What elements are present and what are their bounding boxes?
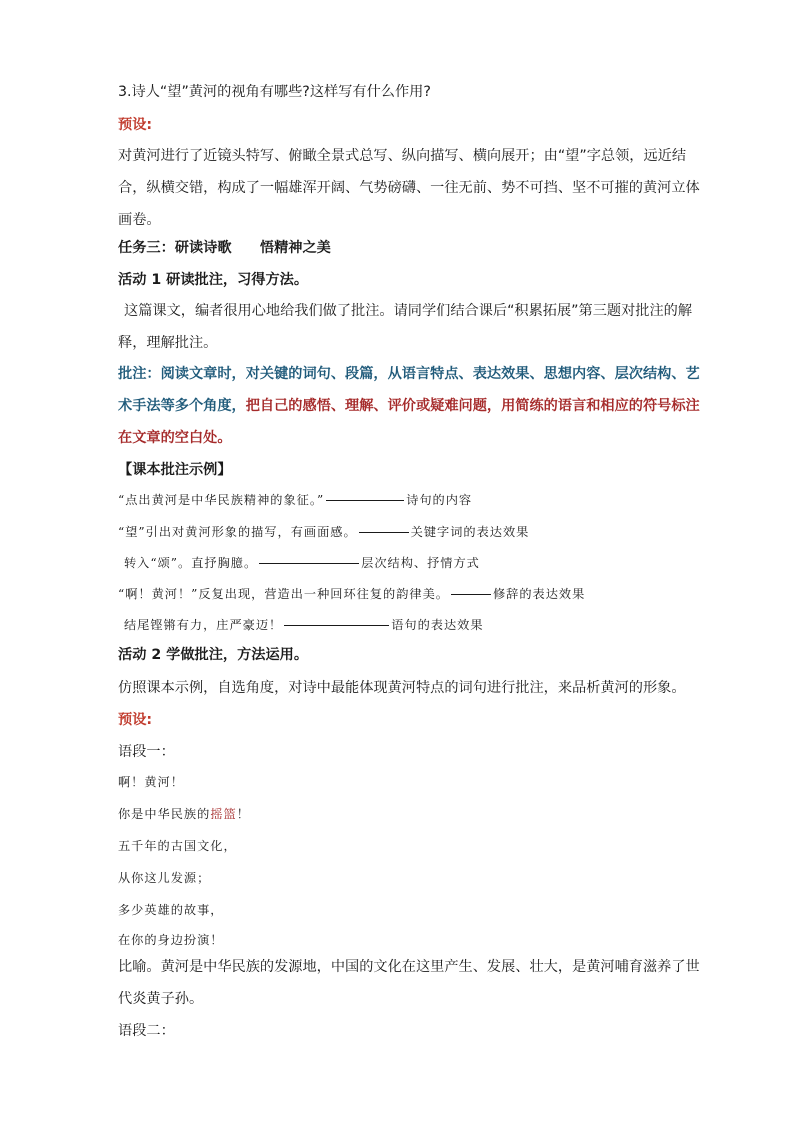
example-row (124, 615, 484, 635)
definition-part-1: 批注：阅读文章时，对关键的词句、段篇，从语言特点、表达效果、思想内容、层次结构、艺术手法等多个角度， (118, 366, 700, 414)
example-text: “望”引出对黄河形象的描写，有画面感。 (118, 525, 357, 539)
instruction-2: 仿照课本示例，自选角度，对诗中最能体现黄河特点的词句进行批注，来品析黄河的形象。 (118, 680, 686, 696)
segment-2-label: 语段二： (118, 1023, 175, 1039)
example-row (118, 490, 472, 510)
example-row (118, 584, 585, 604)
intro-paragraph: 这篇课文，编者很用心地给我们做了批注。请同学们结合课后“积累拓展”第三题对批注的解释，理解批注。 (118, 303, 693, 351)
example-label: 修辞的表达效果 (492, 587, 586, 601)
poem-line: 从你这儿发源； (118, 871, 211, 885)
examples-title: 【课本批注示例】 (118, 462, 232, 478)
example-text: 结尾铿锵有力，庄严豪迈！ (124, 618, 283, 632)
example-text: “啊！黄河！”反复出现，营造出一种回环往复的韵律美。 (118, 587, 449, 601)
example-connector (451, 594, 491, 595)
annotation-definition (118, 358, 703, 454)
example-connector (359, 532, 409, 533)
example-label: 关键字词的表达效果 (410, 525, 530, 539)
definition-part-2: 把自己的感悟、理解、评价或疑难问题，用简练的语言和相应的符号标注在文章的空白处。 (118, 398, 700, 446)
example-label: 层次结构、抒情方式 (361, 556, 480, 570)
activity-1-heading: 活动 1 研读批注，习得方法。 (118, 272, 309, 288)
answer-3: 对黄河进行了近镜头特写、俯瞰全景式总写、纵向描写、横向展开；由“望”字总领，远近结合，纵横交错，构成了一幅雄浑开阔、气势磅礴、一往无前、势不可挡、坚不可摧的黄河立体画卷。 (118, 148, 700, 228)
poem-line: 在你的身边扮演！ (118, 933, 224, 947)
example-text: “点出黄河是中华民族精神的象征。” (118, 493, 325, 507)
poem-highlight: 摇篮 (210, 807, 237, 821)
segment-1-label: 语段一： (118, 744, 175, 760)
poem-line: 多少英雄的故事， (118, 903, 224, 917)
poem-line: 你是中华民族的摇篮！ (118, 807, 250, 821)
example-row (124, 553, 480, 573)
example-label: 诗句的内容 (406, 493, 473, 507)
question-3: 3.诗人“望”黄河的视角有哪些?这样写有什么作用? (118, 84, 431, 100)
example-connector (259, 563, 359, 564)
example-row (118, 522, 529, 542)
task-3-heading: 任务三：研读诗歌 悟精神之美 (118, 240, 331, 256)
activity-2-heading: 活动 2 学做批注，方法运用。 (118, 647, 309, 663)
preset-label: 预设: (118, 117, 153, 133)
preset-label-2: 预设: (118, 712, 153, 728)
example-connector (326, 500, 404, 501)
poem-line: 啊！黄河！ (118, 775, 184, 789)
example-connector (284, 625, 389, 626)
analysis-1: 比喻。黄河是中华民族的发源地，中国的文化在这里产生、发展、壮大，是黄河哺育滋养了世代炎黄子孙。 (118, 959, 700, 1007)
example-label: 语句的表达效果 (391, 618, 484, 632)
example-text: 转入“颂”。直抒胸臆。 (124, 556, 258, 570)
poem-line: 五千年的古国文化， (118, 839, 237, 853)
